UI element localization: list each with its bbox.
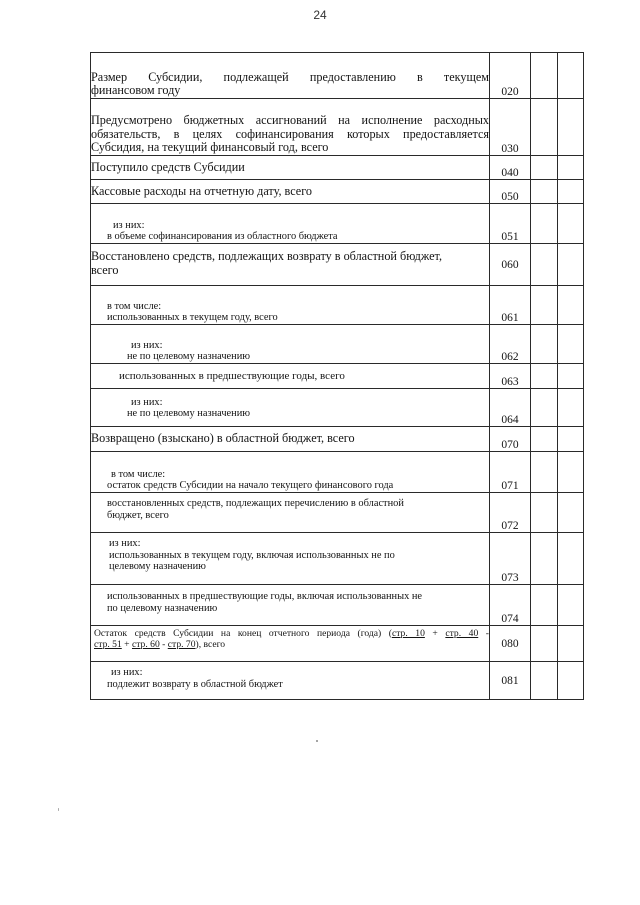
- row-code: 070: [490, 427, 531, 452]
- row-code: 064: [490, 389, 531, 427]
- value-cell[interactable]: [531, 662, 558, 700]
- table-row: [91, 389, 584, 427]
- row-code: 051: [490, 204, 531, 244]
- row-ref-link[interactable]: стр. 10: [391, 628, 425, 639]
- table-row: [91, 585, 584, 626]
- table-row: [91, 53, 584, 99]
- value-cell[interactable]: [531, 204, 558, 244]
- row-code: 074: [490, 585, 531, 626]
- row-text-line: финансовом году: [91, 83, 181, 98]
- row-description: [91, 204, 490, 244]
- formula-operator: +: [121, 638, 132, 650]
- value-cell[interactable]: [558, 452, 584, 493]
- row-text-line: Предусмотрено бюджетных ассигнований на исполнение расходных: [91, 113, 489, 128]
- scan-speck: [58, 808, 59, 811]
- page-number: 24: [313, 8, 327, 22]
- value-cell[interactable]: [558, 585, 584, 626]
- row-text-line: из них:: [131, 396, 163, 408]
- row-text-line: Поступило средств Субсидии: [91, 159, 245, 174]
- row-text-line: остаток средств Субсидии на начало текущего финансового года: [107, 480, 394, 492]
- value-cell[interactable]: [531, 533, 558, 585]
- row-text-line: по целевому назначению: [107, 602, 218, 614]
- table-row: [91, 533, 584, 585]
- row-description: [91, 156, 490, 180]
- row-text-line: использованных в предшествующие годы, всего: [119, 369, 345, 382]
- row-text-line: использованных в предшествующие годы, включая использованных не: [107, 591, 423, 602]
- row-text-line: Размер Субсидии, подлежащей предоставлению в текущем: [91, 69, 489, 84]
- table-row: [91, 156, 584, 180]
- value-cell[interactable]: [558, 427, 584, 452]
- table-row: [91, 493, 584, 533]
- formula-operator: -: [159, 638, 168, 650]
- value-cell[interactable]: [531, 389, 558, 427]
- row-code: 030: [490, 99, 531, 156]
- row-description: [91, 244, 490, 286]
- row-text-line: Субсидия, на текущий финансовый год, всего: [91, 140, 329, 155]
- table-row: [91, 204, 584, 244]
- row-description: [91, 493, 490, 533]
- row-code: 073: [490, 533, 531, 585]
- table-row: [91, 626, 584, 662]
- row-text-line: бюджет, всего: [107, 509, 169, 521]
- row-text-line: целевому назначению: [109, 561, 206, 573]
- row-code: 062: [490, 325, 531, 364]
- value-cell[interactable]: [558, 99, 584, 156]
- row-description: [91, 427, 490, 452]
- row-description: [91, 53, 490, 99]
- row-text-line: в объеме софинансирования из областного бюджета: [107, 231, 338, 243]
- table-row: [91, 286, 584, 325]
- row-text-line: обязательств, в целях софинансирования которых предоставляется: [91, 126, 489, 141]
- row-text-line: в том числе:: [111, 468, 166, 480]
- value-cell[interactable]: [558, 286, 584, 325]
- row-text-line: не по целевому назначению: [127, 351, 251, 363]
- row-text-line: из них:: [131, 339, 163, 351]
- row-code: 071: [490, 452, 531, 493]
- value-cell[interactable]: [558, 180, 584, 204]
- table-row: [91, 452, 584, 493]
- value-cell[interactable]: [531, 99, 558, 156]
- value-cell[interactable]: [531, 427, 558, 452]
- row-code: 061: [490, 286, 531, 325]
- row-text-line: из них:: [111, 667, 143, 678]
- table-row: [91, 244, 584, 286]
- value-cell[interactable]: [558, 389, 584, 427]
- row-ref-link[interactable]: стр. 60: [131, 638, 160, 650]
- row-text-line: Возвращено (взыскано) в областной бюджет, всего: [91, 431, 355, 446]
- value-cell[interactable]: [531, 244, 558, 286]
- row-text-line: Восстановлено средств, подлежащих возврату в областной бюджет,: [91, 249, 443, 263]
- value-cell[interactable]: [558, 662, 584, 700]
- row-code: 020: [490, 53, 531, 99]
- row-description: [91, 452, 490, 493]
- row-code: 081: [490, 662, 531, 700]
- row-text-line: подлежит возврату в областной бюджет: [107, 678, 283, 690]
- row-description: [91, 662, 490, 700]
- row-description: [91, 585, 490, 626]
- row-ref-link[interactable]: стр. 40: [445, 628, 479, 639]
- formula-suffix: ), всего: [195, 638, 226, 650]
- row-text-line: всего: [91, 262, 119, 277]
- row-code: 072: [490, 493, 531, 533]
- value-cell[interactable]: [558, 244, 584, 286]
- scan-speck: [316, 740, 318, 742]
- value-cell[interactable]: [531, 493, 558, 533]
- table-row: [91, 364, 584, 389]
- row-text-line: Кассовые расходы на отчетную дату, всего: [91, 183, 312, 198]
- row-code: 060: [490, 244, 531, 286]
- row-description: [91, 364, 490, 389]
- value-cell[interactable]: [531, 585, 558, 626]
- row-description: [91, 180, 490, 204]
- formula-prefix: Остаток средств Субсидии на конец отчетного периода (года) (: [94, 628, 392, 639]
- value-cell[interactable]: [531, 180, 558, 204]
- value-cell[interactable]: [558, 325, 584, 364]
- row-text-line: в том числе:: [107, 300, 162, 312]
- value-cell[interactable]: [558, 156, 584, 180]
- formula-operator: +: [424, 628, 446, 639]
- row-text-line: из них:: [113, 219, 145, 231]
- row-text-line: восстановленных средств, подлежащих перечислению в областной: [107, 498, 404, 509]
- subsidy-report-table: [90, 52, 584, 700]
- value-cell[interactable]: [531, 626, 558, 662]
- row-description: [91, 286, 490, 325]
- value-cell[interactable]: [558, 533, 584, 585]
- row-text-line: использованных в текущем году, всего: [107, 312, 278, 324]
- value-cell[interactable]: [558, 53, 584, 99]
- table-row: [91, 662, 584, 700]
- table-row: [91, 99, 584, 156]
- row-ref-link[interactable]: стр. 70: [167, 638, 196, 650]
- table-row: [91, 325, 584, 364]
- row-text-line: [94, 640, 489, 651]
- value-cell[interactable]: [558, 204, 584, 244]
- row-text-line: использованных в текущем году, включая использованных не по: [109, 549, 395, 561]
- table-row: [91, 180, 584, 204]
- row-text-line: из них:: [109, 538, 141, 549]
- row-text-line: не по целевому назначению: [127, 408, 251, 420]
- row-description: [91, 626, 490, 662]
- value-cell[interactable]: [558, 493, 584, 533]
- row-code: 063: [490, 364, 531, 389]
- value-cell[interactable]: [531, 53, 558, 99]
- row-description: [91, 533, 490, 585]
- row-description: [91, 325, 490, 364]
- value-cell[interactable]: [531, 325, 558, 364]
- value-cell[interactable]: [531, 452, 558, 493]
- row-code: 040: [490, 156, 531, 180]
- formula-operator: -: [478, 628, 489, 639]
- value-cell[interactable]: [531, 156, 558, 180]
- row-code: 050: [490, 180, 531, 204]
- row-code: 080: [490, 626, 531, 662]
- row-description: [91, 389, 490, 427]
- row-ref-link[interactable]: стр. 51: [94, 638, 122, 650]
- row-description: [91, 99, 490, 156]
- value-cell[interactable]: [558, 626, 584, 662]
- value-cell[interactable]: [531, 364, 558, 389]
- value-cell[interactable]: [558, 364, 584, 389]
- table-row: [91, 427, 584, 452]
- value-cell[interactable]: [531, 286, 558, 325]
